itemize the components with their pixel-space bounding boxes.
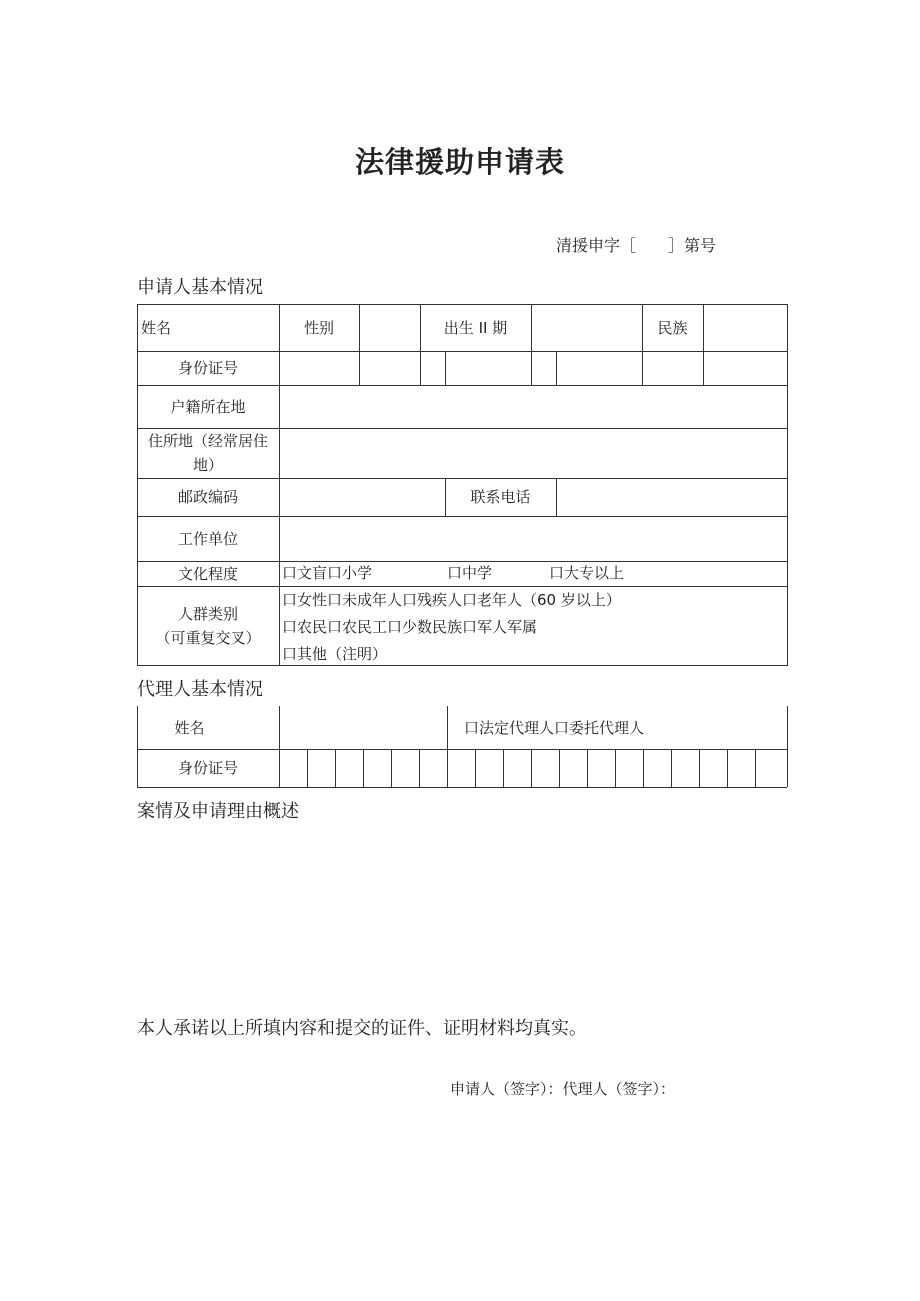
group-label-line1: 人群类别 [177,604,238,623]
ethnicity-label: 民族 [657,318,688,337]
document-number: 清援申字［ ］第号 [556,236,717,255]
name-label: 姓名 [141,318,172,337]
applicant-section-heading: 申请人基本情况 [137,277,263,298]
id-number-label: 身份证号 [177,359,238,377]
education-label: 文化程度 [177,564,238,583]
agent-id-field[interactable] [279,749,787,787]
group-options-line3[interactable]: 口其他（注明） [282,645,388,663]
employer-label: 工作单位 [177,529,238,548]
phone-label: 联系电话 [470,488,531,506]
agent-name-field[interactable] [279,706,447,749]
birth-date-label: 出生 II 期 [443,318,508,337]
signature-line: 申请人（签字）：代理人（签字）： [450,1080,676,1098]
commitment-statement: 本人承诺以上所填内容和提交的证件、证明材料均真实。 [137,1018,587,1039]
group-options-line1[interactable]: 口女性口未成年人口残疾人口老年人（60 岁以上） [282,591,621,609]
agent-section-heading: 代理人基本情况 [137,679,263,700]
education-option-1[interactable]: 口文盲口小学 [282,564,373,582]
group-label-line2: （可重复交叉） [155,628,261,647]
postcode-label: 邮政编码 [177,488,238,506]
agent-id-label: 身份证号 [177,759,238,777]
form-title: 法律援助申请表 [354,145,565,179]
case-description-area[interactable] [137,828,787,998]
group-options-line2[interactable]: 口农民口农民工口少数民族口军人军属 [282,618,538,636]
education-option-3[interactable]: 口大专以上 [549,564,625,582]
gender-label: 性别 [303,318,334,337]
household-label: 户籍所在地 [170,397,246,416]
agent-type-options[interactable]: 口法定代理人口委托代理人 [464,718,645,737]
agent-name-label: 姓名 [174,718,205,737]
education-option-2[interactable]: 口中学 [447,564,493,582]
residence-label-line2: 地） [192,456,223,474]
case-section-heading: 案情及申请理由概述 [137,801,299,822]
residence-label-line1: 住所地（经常居住 [147,432,268,450]
